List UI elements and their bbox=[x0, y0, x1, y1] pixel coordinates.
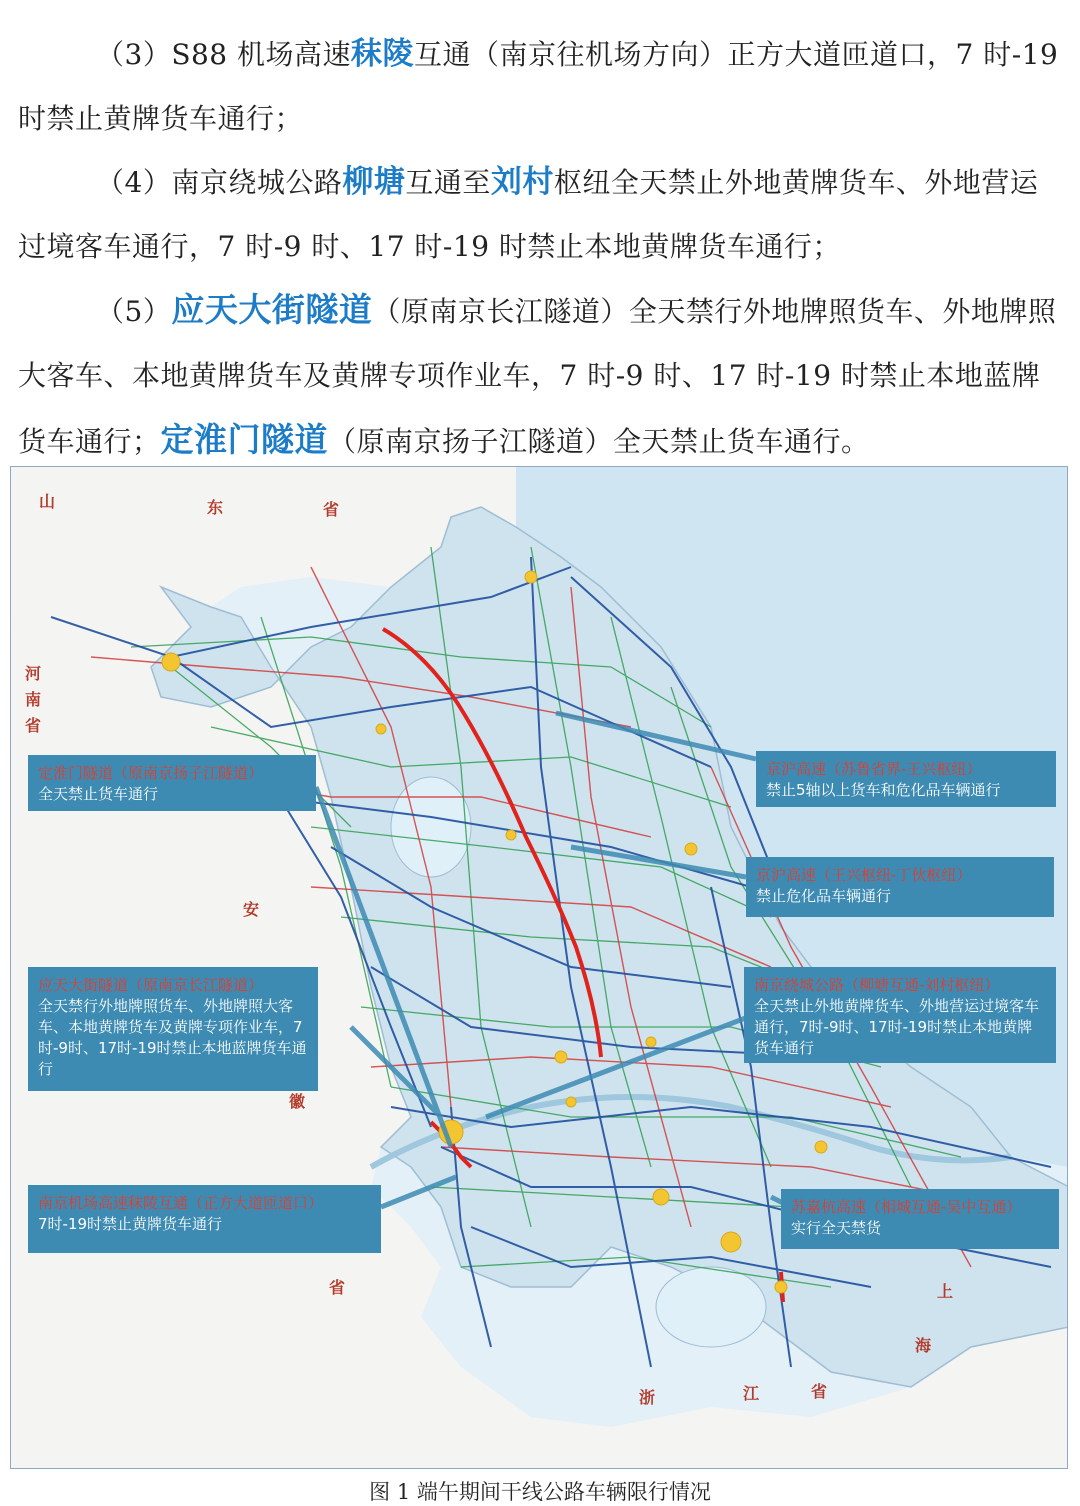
label-shandong-shan: 山 bbox=[39, 492, 56, 511]
callout-body: 全天禁止货车通行 bbox=[38, 785, 159, 803]
callout-body: 实行全天禁货 bbox=[791, 1219, 882, 1237]
callout-yingtian bbox=[28, 967, 318, 1091]
callout-jinghu-middle bbox=[746, 857, 1054, 917]
label-shandong-sheng: 省 bbox=[323, 500, 340, 519]
paragraph-3: （3）S88 机场高速秣陵互通（南京往机场方向）正方大道匝道口，7 时-19 时禁止黄牌货车通行； bbox=[18, 36, 1059, 135]
callout-nanjing-ring bbox=[744, 967, 1056, 1063]
callout-body: 禁止5轴以上货车和危化品车辆通行 bbox=[766, 781, 1001, 799]
paragraph-5: （5）应天大街隧道（原南京长江隧道）全天禁行外地牌照货车、外地牌照大客车、本地黄牌货车及黄牌专项作业车，7 时-9 时、17 时-19 时禁止本地蓝牌货车通行；定淮门隧道（原南京扬子江隧道）全天禁止货车通行。 bbox=[18, 290, 1057, 459]
label-henan-nan: 南 bbox=[25, 690, 42, 709]
label-zhejiang-sheng: 省 bbox=[811, 1382, 828, 1401]
highlight-dinghuaimen-tunnel: 定淮门隧道 bbox=[160, 420, 329, 459]
callout-dinghuaimen bbox=[28, 755, 316, 811]
taihu-lake bbox=[656, 1267, 766, 1347]
callout-body: 禁止危化品车辆通行 bbox=[756, 887, 892, 905]
callout-jinghu-north bbox=[756, 751, 1056, 807]
label-anhui-sheng: 省 bbox=[329, 1278, 346, 1297]
callout-sujiahang bbox=[781, 1189, 1059, 1249]
figure-caption: 图 1 端午期间干线公路车辆限行情况 bbox=[369, 1480, 711, 1504]
highlight-liutang: 柳塘 bbox=[342, 164, 406, 200]
callout-title: 京沪高速（王兴枢纽-丁伙枢纽） bbox=[756, 866, 972, 884]
callout-title: 南京绕城公路（柳塘互通-刘村枢纽） bbox=[754, 976, 1000, 994]
callout-title: 京沪高速（苏鲁省界-王兴枢纽） bbox=[766, 760, 982, 778]
label-henan-sheng: 省 bbox=[25, 716, 42, 735]
label-henan-he: 河 bbox=[25, 664, 42, 683]
highlight-molin: 秣陵 bbox=[351, 36, 415, 72]
label-shandong-dong: 东 bbox=[207, 498, 224, 517]
callout-title: 定淮门隧道（原南京扬子江隧道） bbox=[38, 764, 264, 782]
restriction-map bbox=[10, 466, 1068, 1469]
label-shanghai-shang: 上 bbox=[937, 1282, 954, 1301]
callout-title: 应天大街隧道（原南京长江隧道） bbox=[38, 976, 264, 994]
callout-molin bbox=[28, 1185, 381, 1253]
callout-title: 苏嘉杭高速（相城互通-吴中互通） bbox=[791, 1198, 1022, 1216]
callout-body: 全天禁行外地牌照货车、外地牌照大客车、本地黄牌货车及黄牌专项作业车，7时-9时、17时-19时禁止本地蓝牌货车通行 bbox=[38, 997, 307, 1078]
label-zhejiang-zhe: 浙 bbox=[639, 1388, 656, 1407]
label-shanghai-hai: 海 bbox=[915, 1336, 932, 1355]
highlight-yingtian-tunnel: 应天大街隧道 bbox=[171, 290, 373, 329]
callout-title: 南京机场高速秣陵互通（正方大道匝道口） bbox=[38, 1194, 324, 1212]
label-zhejiang-jiang: 江 bbox=[743, 1384, 760, 1403]
callout-body: 全天禁止外地黄牌货车、外地营运过境客车通行，7时-9时、17时-19时禁止本地黄牌货车通行 bbox=[754, 997, 1040, 1057]
paragraph-4: （4）南京绕城公路柳塘互通至刘村枢纽全天禁止外地黄牌货车、外地营运过境客车通行，7 时-9 时、17 时-19 时禁止本地黄牌货车通行； bbox=[18, 164, 1039, 263]
hongze-lake bbox=[391, 777, 471, 877]
label-anhui-hui: 徽 bbox=[289, 1092, 306, 1111]
label-anhui-an: 安 bbox=[243, 900, 260, 919]
callout-body: 7时-19时禁止黄牌货车通行 bbox=[38, 1215, 223, 1233]
highlight-liucun: 刘村 bbox=[490, 164, 554, 200]
